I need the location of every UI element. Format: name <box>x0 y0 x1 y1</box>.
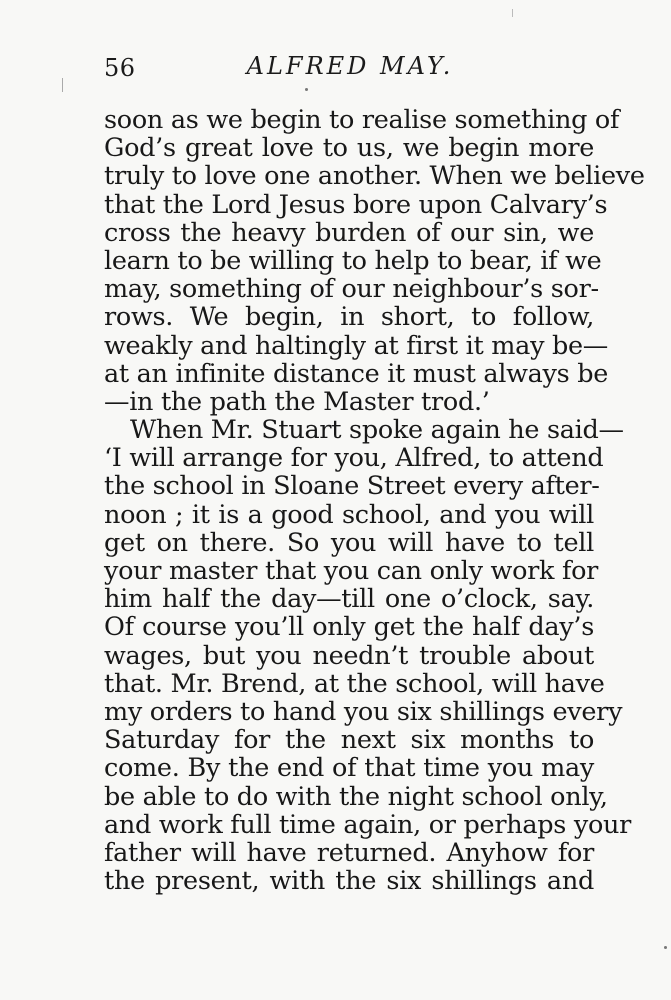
text-line: noon ; it is a good school, and you will <box>104 499 594 530</box>
body-text <box>104 105 645 897</box>
text-line: may, something of our neighbour’s sor- <box>104 274 599 305</box>
text-line: rows. We begin, in short, to follow, <box>104 302 594 333</box>
paper-speck <box>512 9 513 17</box>
text-line: the present, with the six shillings and <box>104 866 594 897</box>
text-line: your master that you can only work for <box>104 556 599 586</box>
text-line: be able to do with the night school only, <box>104 781 608 812</box>
text-line: soon as we begin to realise something of <box>104 105 620 135</box>
page-header <box>104 52 596 88</box>
text-line: learn to be willing to help to bear, if we <box>104 245 602 276</box>
text-line: Of course you’ll only get the half day’s <box>104 612 594 643</box>
text-line: —in the path the Master trod.’ <box>104 386 490 417</box>
text-line: come. By the end of that time you may <box>104 753 594 784</box>
text-line: him half the day—till one o’clock, say. <box>104 584 594 615</box>
text-line: father will have returned. Anyhow for <box>104 837 594 868</box>
text-line: that the Lord Jesus bore upon Calvary’s <box>104 189 608 220</box>
text-line: weakly and haltingly at first it may be— <box>104 330 608 361</box>
paper-speck <box>305 88 308 91</box>
text-line: cross the heavy burden of our sin, we <box>104 217 594 248</box>
text-line: God’s great love to us, we begin more <box>104 133 594 164</box>
text-line: wages, but you needn’t trouble about <box>104 640 594 671</box>
page-number: 56 <box>104 54 136 82</box>
text-line: get on there. So you will have to tell <box>104 527 594 558</box>
text-line: Saturday for the next six months to <box>104 725 594 756</box>
text-line: my orders to hand you six shillings every <box>104 696 623 727</box>
text-line: at an infinite distance it must always be <box>104 358 609 389</box>
running-title: ALFRED MAY. <box>246 52 454 80</box>
text-line: and work full time again, or perhaps your <box>104 809 632 840</box>
text-line: ‘I will arrange for you, Alfred, to attend <box>104 443 604 474</box>
text-line: truly to love one another. When we believe <box>104 161 645 192</box>
paper-speck <box>62 78 63 92</box>
text-line: When Mr. Stuart spoke again he said— <box>130 415 624 446</box>
text-line: that. Mr. Brend, at the school, will have <box>104 668 605 699</box>
text-line: the school in Sloane Street every after- <box>104 471 600 502</box>
paper-speck <box>664 946 667 949</box>
